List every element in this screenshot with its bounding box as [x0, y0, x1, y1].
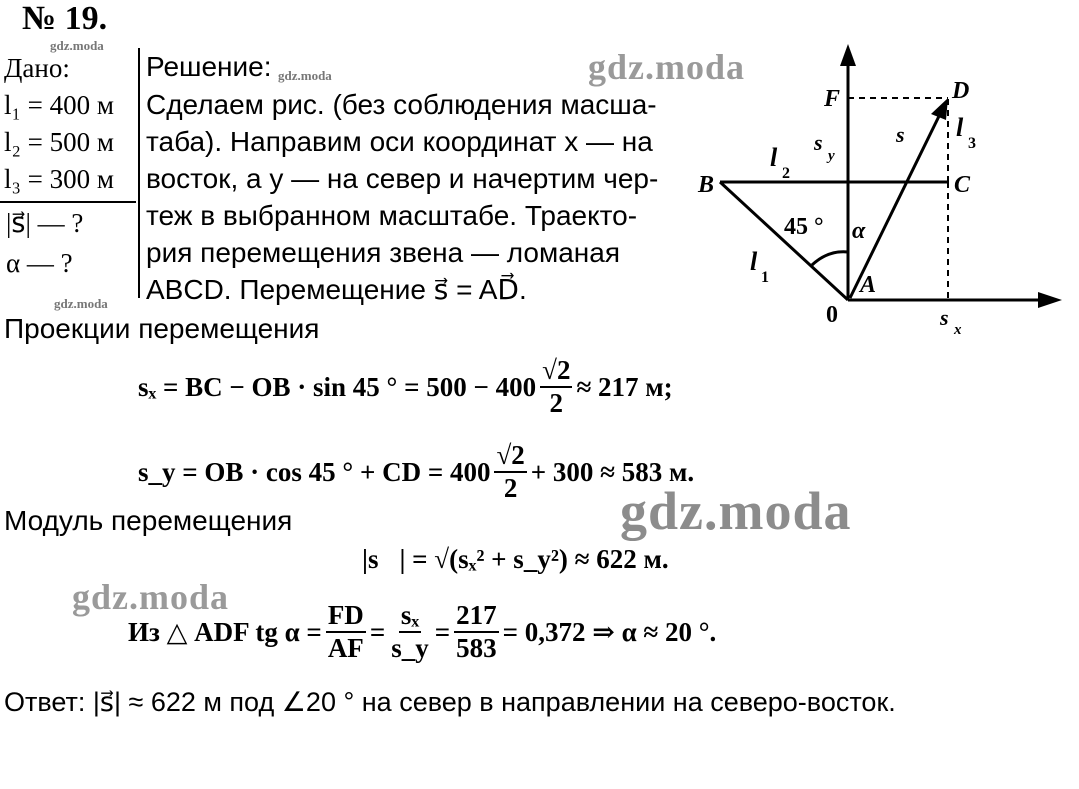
fraction-denominator: s_y	[391, 633, 429, 663]
fraction-numerator: FD	[326, 600, 366, 633]
fraction-denominator: AF	[327, 633, 364, 663]
vector-arrow-icon	[931, 98, 948, 120]
fraction-sx-sy	[389, 600, 431, 664]
angle-arc	[812, 252, 848, 265]
fraction-numerator: 217	[454, 600, 499, 633]
y-axis-arrow-icon	[840, 44, 856, 66]
label-l2: l	[770, 143, 778, 172]
label-l3-sub: 3	[968, 135, 976, 152]
watermark: gdz.moda	[588, 47, 746, 87]
given-vertical-divider	[138, 48, 140, 298]
label-l1-sub: 1	[761, 269, 769, 286]
sy-right: + 300 ≈ 583 м.	[530, 456, 695, 487]
watermark: gdz.moda	[620, 481, 852, 541]
fraction-217-583	[454, 600, 499, 664]
label-origin: 0	[826, 302, 838, 328]
given-l3: l₃ = 300 м	[4, 164, 114, 194]
fraction-numerator: sₓ	[399, 600, 421, 633]
fraction-numerator: √2	[494, 440, 526, 473]
label-sy: s	[814, 130, 823, 155]
label-l1: l	[750, 247, 758, 276]
fraction-fd-af	[326, 600, 366, 664]
label-c: C	[954, 172, 971, 198]
label-alpha: α	[852, 218, 866, 244]
label-l2-sub: 2	[782, 165, 790, 182]
solution-line: теж в выбранном масштабе. Траекто-	[146, 200, 638, 231]
label-b: B	[698, 172, 715, 198]
solution-line: ABCD. Перемещение s⃗ = AD⃗.	[146, 274, 527, 305]
fraction-denominator: 2	[549, 388, 564, 418]
watermark-small: gdz.moda	[278, 68, 332, 83]
x-axis-arrow-icon	[1038, 292, 1062, 308]
fraction-denominator: 2	[503, 473, 518, 503]
watermark-small: gdz.moda	[54, 296, 108, 311]
angle-prefix: Из △ ADF tg α =	[128, 616, 322, 647]
equation-sy	[138, 440, 694, 504]
label-sy-sub: y	[828, 148, 835, 164]
given-divider	[0, 201, 136, 203]
solution-line: Сделаем рис. (без соблюдения масша-	[146, 89, 657, 120]
equation-sx	[138, 355, 673, 419]
label-s-vector: s⃗	[896, 122, 922, 147]
label-f: F	[824, 86, 841, 112]
given-l2: l₂ = 500 м	[4, 127, 114, 157]
solution-line: рия перемещения звена — ломаная	[146, 237, 621, 268]
segment-ab	[720, 182, 848, 300]
problem-number: № 19.	[22, 0, 108, 37]
label-sx: s	[940, 305, 949, 330]
label-d: D	[952, 78, 970, 104]
watermark-small: gdz.moda	[50, 38, 104, 53]
sx-right: ≈ 217 м;	[576, 371, 673, 402]
fraction-numerator: √2	[540, 355, 572, 388]
sx-left: sₓ = BC − OB · sin 45 ° = 500 − 400	[138, 371, 537, 402]
find-angle: α — ?	[6, 248, 73, 278]
answer-line: Ответ: |s⃗| ≈ 622 м под ∠20 ° на север в направлении на северо-восток.	[4, 687, 896, 717]
solution-line: таба). Направим оси координат x — на	[146, 126, 653, 157]
label-a: A	[860, 272, 877, 298]
find-displacement: |s⃗| — ?	[6, 208, 84, 238]
label-sx-sub: x	[954, 322, 962, 338]
displacement-diagram	[690, 40, 1079, 340]
sy-fraction	[494, 440, 526, 504]
watermark: gdz.moda	[72, 577, 230, 617]
sy-left: s_y = OB · cos 45 ° + CD = 400	[138, 456, 491, 487]
label-angle-45: 45 °	[784, 214, 824, 240]
sx-fraction	[540, 355, 572, 419]
fraction-denominator: 583	[456, 633, 497, 663]
modulus-heading: Модуль перемещения	[4, 505, 293, 536]
solution-heading: Решение:	[146, 51, 272, 82]
projections-heading: Проекции перемещения	[4, 313, 320, 344]
given-heading: Дано:	[4, 53, 70, 83]
solution-line: восток, а y — на север и начертим чер-	[146, 163, 659, 194]
modulus-formula: |s⃗| = √(sₓ² + s_y²) ≈ 622 м.	[362, 544, 669, 574]
equation-angle: Из △ ADF tg α = $\frac{FD}{AF}$ = $\frac{\text{sₓ}}{s\_y}$ = $\frac{217}{583}$ = 0,372 ⇒ α ≈ 20 °.	[128, 600, 717, 663]
given-l1: l₁ = 400 м	[4, 90, 114, 120]
label-l3: l	[956, 113, 964, 142]
angle-suffix: = 0,372 ⇒ α ≈ 20 °.	[502, 616, 717, 647]
